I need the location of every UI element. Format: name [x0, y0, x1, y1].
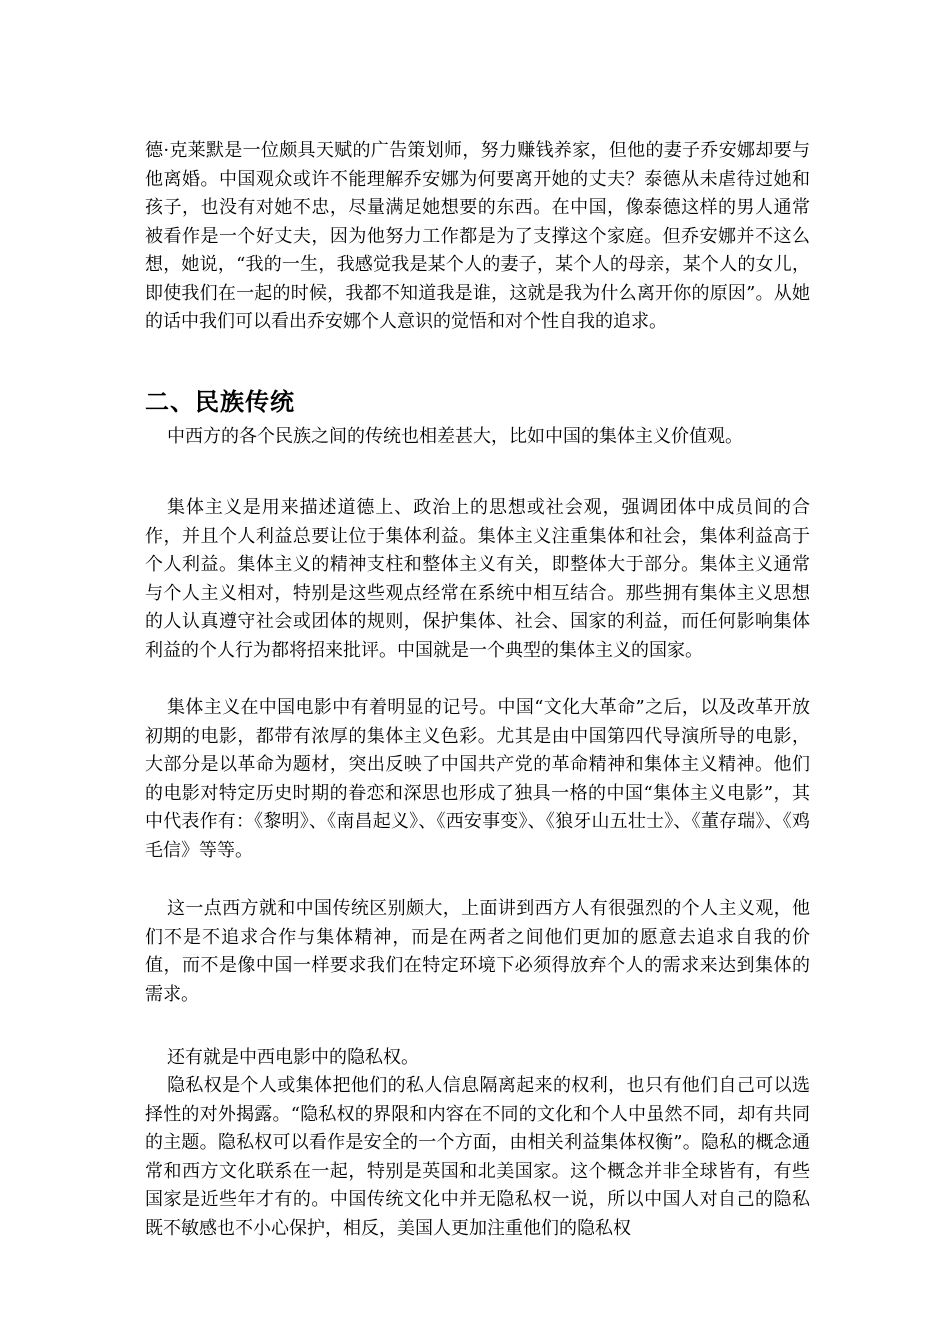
- west-contrast-paragraph: 这一点西方就和中国传统区别颇大，上面讲到西方人有很强烈的个人主义观，他们不是不追求合作与集体精神，而是在两者之间他们更加的愿意去追求自我的价值，而不是像中国一样要求我们在特定环境下必须得放弃个人的需求来达到集体的需求。: [145, 898, 810, 1005]
- section-intro-paragraph: 中西方的各个民族之间的传统也相差甚大，比如中国的集体主义价值观。: [167, 426, 743, 447]
- collectivism-definition-paragraph: 集体主义是用来描述道德上、政治上的思想或社会观，强调团体中成员间的合作，并且个人利益总要让位于集体利益。集体主义注重集体和社会，集体利益高于个人利益。集体主义的精神支柱和整体主义有关，即整体大于部分。集体主义通常与个人主义相对，特别是这些观点经常在系统中相互结合。那些拥有集体主义思想的人认真遵守社会或团体的规则，保护集体、社会、国家的利益，而任何影响集体利益的个人行为都将招来批评。中国就是一个典型的集体主义的国家。: [145, 497, 810, 661]
- privacy-intro-paragraph: 还有就是中西电影中的隐私权。: [167, 1047, 419, 1068]
- section-heading: 二、民族传统: [145, 387, 295, 416]
- collectivism-film-paragraph: 集体主义在中国电影中有着明显的记号。中国“文化大革命”之后，以及改革开放初期的电影，都带有浓厚的集体主义色彩。尤其是由中国第四代导演所导的电影，大部分是以革命为题材，突出反映了中国共产党的革命精神和集体主义精神。他们的电影对特定历史时期的眷恋和深思也形成了独具一格的中国“集体主义电影”，其中代表作有：《黎明》、《南昌起义》、《西安事变》、《狼牙山五壮士》、《董存瑞》、《鸡毛信》等等。: [145, 697, 810, 861]
- intro-paragraph: 德·克莱默是一位颇具天赋的广告策划师，努力赚钱养家，但他的妻子乔安娜却要与他离婚。中国观众或许不能理解乔安娜为何要离开她的丈夫？泰德从未虐待过她和孩子，也没有对她不忠，尽量满足她想要的东西。在中国，像泰德这样的男人通常被看作是一个好丈夫，因为他努力工作都是为了支撑这个家庭。但乔安娜并不这么想，她说，“我的一生，我感觉我是某个人的妻子，某个人的母亲，某个人的女儿，即使我们在一起的时候，我都不知道我是谁，这就是我为什么离开你的原因”。从她的话中我们可以看出乔安娜个人意识的觉悟和对个性自我的追求。: [145, 140, 810, 332]
- privacy-body-paragraph: 隐私权是个人或集体把他们的私人信息隔离起来的权利，也只有他们自己可以选择性的对外揭露。“隐私权的界限和内容在不同的文化和个人中虽然不同，却有共同的主题。隐私权可以看作是安全的一个方面，由相关利益集体权衡”。隐私的概念通常和西方文化联系在一起，特别是英国和北美国家。这个概念并非全球皆有，有些国家是近些年才有的。中国传统文化中并无隐私权一说，所以中国人对自己的隐私既不敏感也不小心保护，相反，美国人更加注重他们的隐私权: [145, 1075, 810, 1239]
